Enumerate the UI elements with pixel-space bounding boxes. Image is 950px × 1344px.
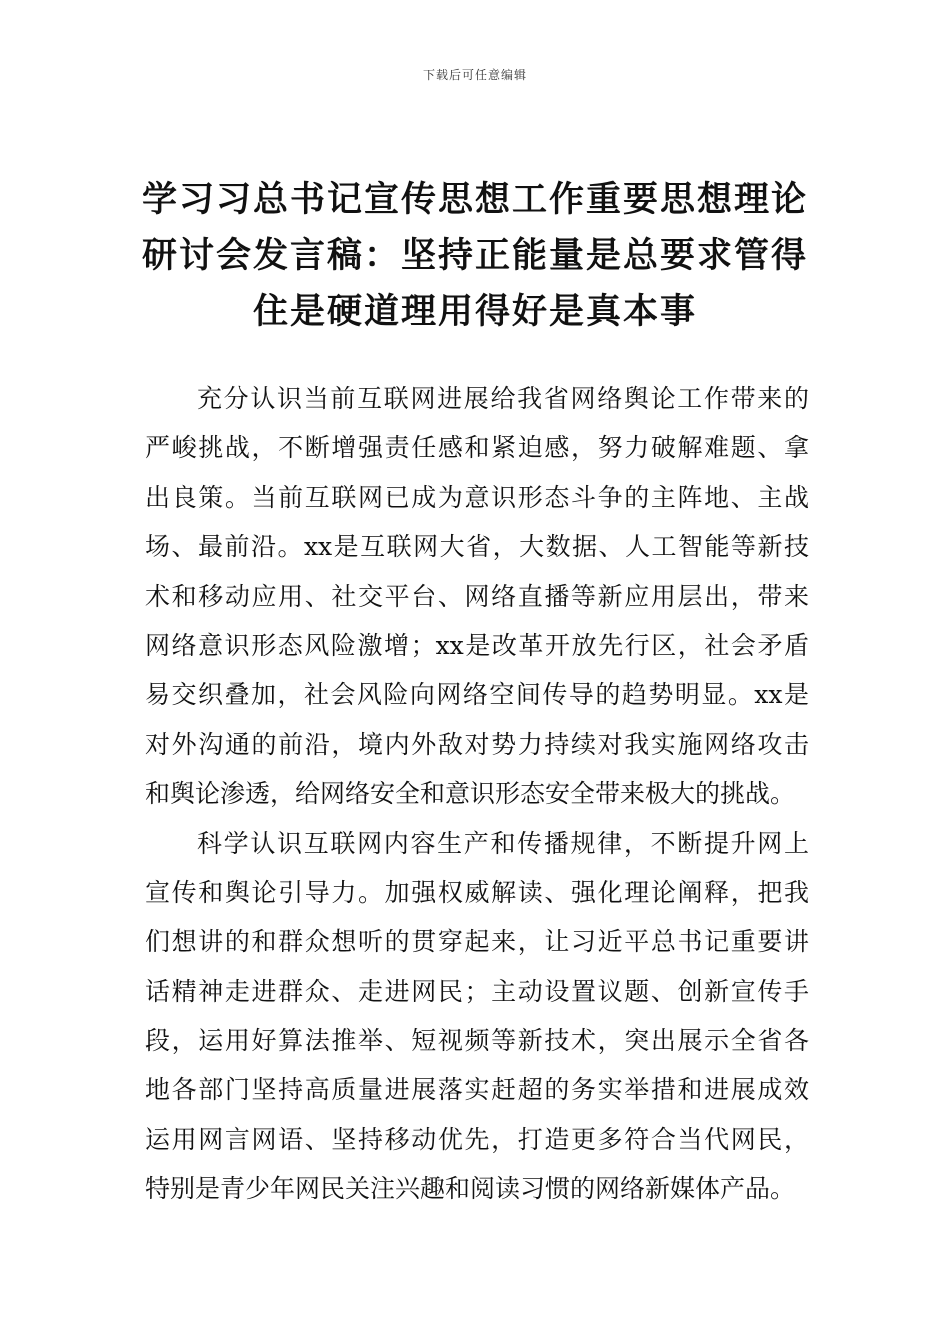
text-line: 充分认识当前互联网进展给我省网络舆论工作带来的 (197, 384, 809, 413)
text-line: 特别是青少年网民关注兴趣和阅读习惯的网络新媒体产品。 (145, 1174, 796, 1204)
text-line: 宣传和舆论引导力。加强权威解读、强化理论阐释，把我 (145, 877, 809, 907)
text-line: 段，运用好算法推举、短视频等新技术，突出展示全省各 (145, 1026, 809, 1056)
title-line: 研讨会发言稿：坚持正能量是总要求管得 (141, 236, 808, 276)
text-line: 对外沟通的前沿，境内外敌对势力持续对我实施网络攻击 (145, 729, 809, 759)
text-line: 严峻挑战，不断增强责任感和紧迫感，努力破解难题、拿 (145, 433, 809, 463)
text-line: 和舆论渗透，给网络安全和意识形态安全带来极大的挑战。 (145, 779, 796, 809)
paragraph-1 (145, 374, 809, 819)
text-line: 易交织叠加，社会风险向网络空间传导的趋势明显。xx是 (145, 680, 809, 710)
text-line: 网络意识形态风险激增；xx是改革开放先行区，社会矛盾 (145, 630, 809, 660)
header-note: 下载后可任意编辑 (422, 68, 527, 82)
text-line: 术和移动应用、社交平台、网络直播等新应用层出，带来 (145, 581, 809, 611)
document-title (140, 172, 810, 340)
title-line: 住是硬道理用得好是真本事 (252, 292, 697, 332)
text-line: 出良策。当前互联网已成为意识形态斗争的主阵地、主战 (145, 482, 809, 512)
text-line: 地各部门坚持高质量进展落实赶超的务实举措和进展成效 (145, 1075, 809, 1105)
title-line: 学习习总书记宣传思想工作重要思想理论 (141, 180, 808, 220)
text-line: 场、最前沿。xx是互联网大省，大数据、人工智能等新技 (145, 532, 809, 562)
text-line: 话精神走进群众、走进网民；主动设置议题、创新宣传手 (145, 976, 809, 1006)
text-line: 们想讲的和群众想听的贯穿起来，让习近平总书记重要讲 (145, 927, 809, 957)
paragraph-2 (145, 819, 809, 1214)
text-line: 科学认识互联网内容生产和传播规律，不断提升网上 (197, 828, 809, 858)
document-body (145, 374, 809, 1214)
text-line: 运用网言网语、坚持移动优先，打造更多符合当代网民， (145, 1124, 809, 1154)
